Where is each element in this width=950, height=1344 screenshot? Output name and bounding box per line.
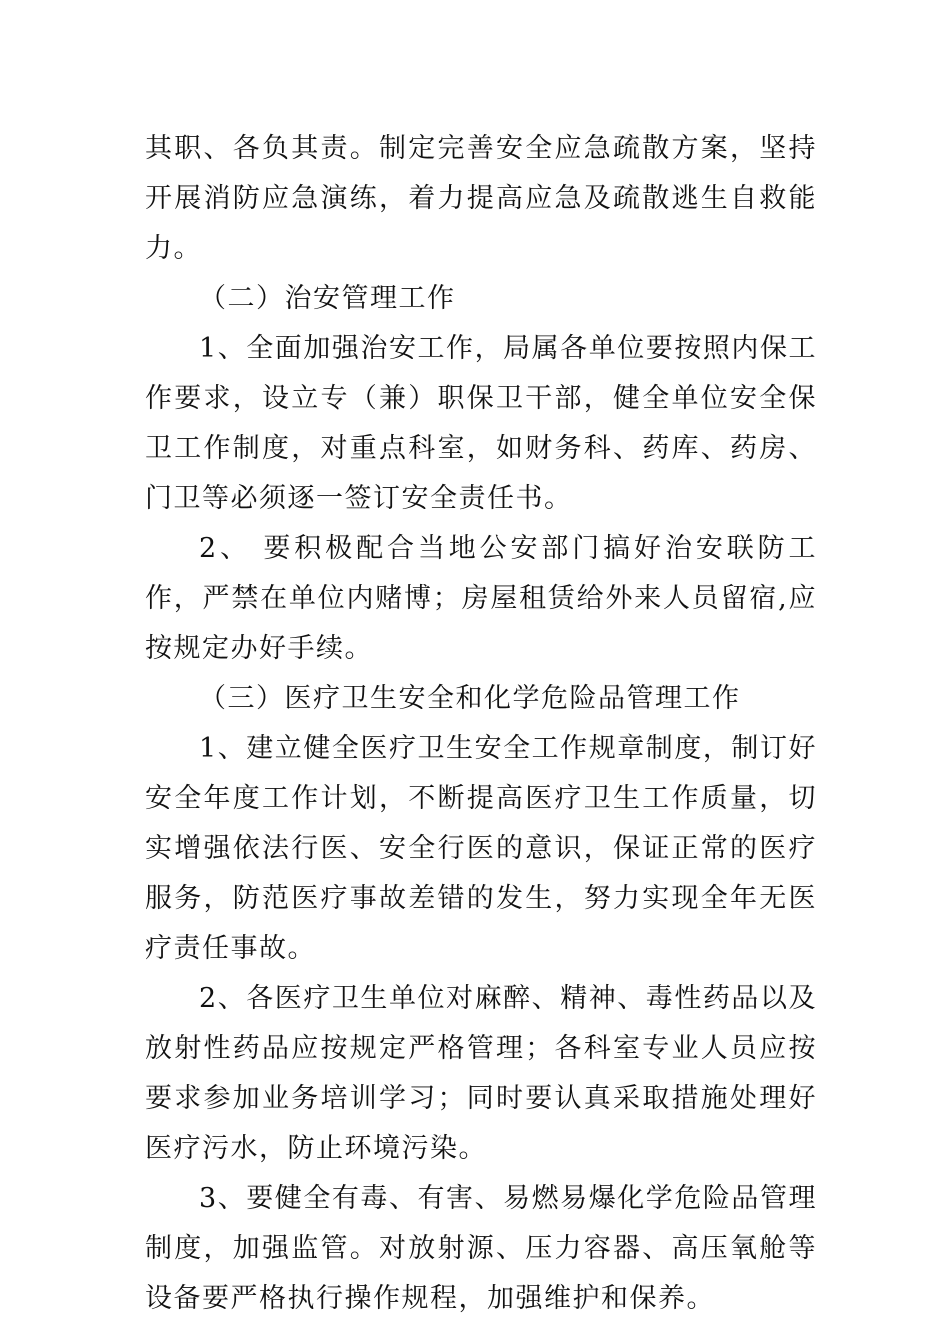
paragraph-medical-item-3: 3、要健全有毒、有害、易燃易爆化学危险品管理制度，加强监管。对放射源、压力容器、高压氧舱等设备要严格执行操作规程，加强维护和保养。 <box>145 1183 817 1314</box>
paragraph-medical-item-1: 1、建立健全医疗卫生安全工作规章制度，制订好安全年度工作计划，不断提高医疗卫生工作质量，切实增强依法行医、安全行医的意识，保证正常的医疗服务，防范医疗事故差错的发生，努力实现全年无医疗责任事故。 <box>145 733 817 964</box>
paragraph-continuation: 其职、各负其责。制定完善安全应急疏散方案，坚持开展消防应急演练，着力提高应急及疏散逃生自救能力。 <box>145 133 817 264</box>
paragraph-security-item-2: 2、 要积极配合当地公安部门搞好治安联防工作，严禁在单位内赌博；房屋租赁给外来人员留宿,应按规定办好手续。 <box>145 533 817 664</box>
paragraph-security-item-1: 1、全面加强治安工作，局属各单位要按照内保工作要求，设立专（兼）职保卫干部，健全单位安全保卫工作制度，对重点科室，如财务科、药库、药房、门卫等必须逐一签订安全责任书。 <box>145 333 817 514</box>
paragraph-medical-item-2: 2、各医疗卫生单位对麻醉、精神、毒性药品以及放射性药品应按规定严格管理；各科室专业人员应按要求参加业务培训学习；同时要认真采取措施处理好医疗污水，防止环境污染。 <box>145 983 817 1164</box>
document-body <box>145 124 817 1324</box>
section-heading-public-security: （二）治安管理工作 <box>199 283 456 314</box>
section-heading-medical-chemical: （三）医疗卫生安全和化学危险品管理工作 <box>199 683 741 714</box>
